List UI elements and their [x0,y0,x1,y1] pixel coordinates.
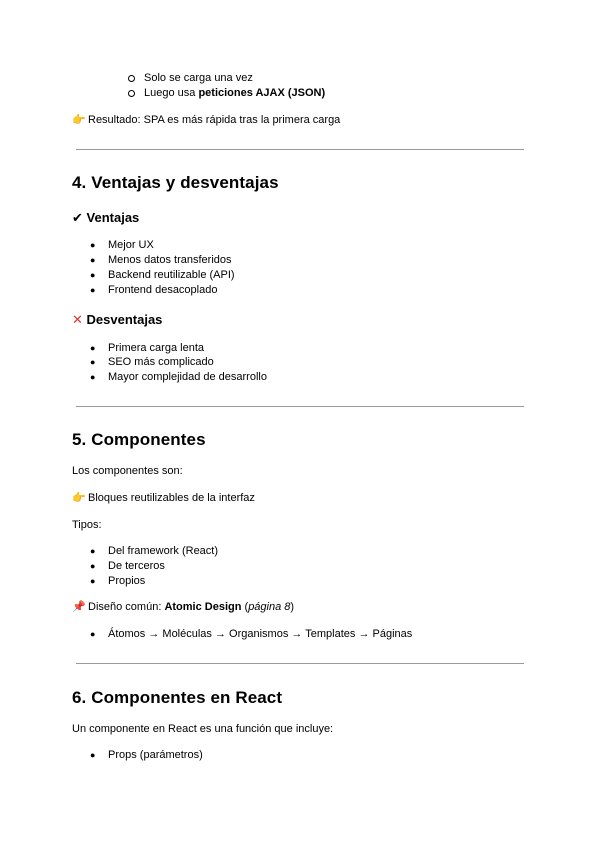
subsection-heading [72,210,139,226]
bullet-icon: ● [90,629,96,639]
list-item-bold: peticiones AJAX (JSON) [198,87,326,99]
bullet-icon: ● [90,576,96,586]
design-bold: Atomic Design [164,601,242,613]
subsection-heading [72,312,162,328]
paragraph: Tipos: [72,519,102,531]
paragraph: Un componente en React es una función que incluye: [72,723,334,735]
divider [76,663,524,664]
result-line [72,113,340,127]
list-item: Mayor complejidad de desarrollo [108,371,267,383]
pointing-hand-icon: 👉 [72,492,86,504]
list-item: Frontend desacoplado [108,284,218,296]
bullet-icon: ● [90,546,96,556]
bullet-icon: ● [90,357,96,367]
subsection-title: Ventajas [86,210,140,225]
bullet-icon: ● [90,240,96,250]
check-mark-icon: ✔ [72,210,83,225]
definition-line [72,491,255,505]
list-item: Átomos → Moléculas → Organismos → Templates → Páginas [108,628,413,640]
cross-mark-icon: ✕ [72,312,83,327]
list-item [144,86,325,100]
bullet-icon: ● [90,270,96,280]
bullet-icon: ● [90,285,96,295]
design-line [72,600,294,614]
design-paren-close: ) [290,601,295,613]
list-item: Propios [108,575,146,587]
result-text: Resultado: SPA es más rápida tras la primera carga [88,114,341,126]
pushpin-icon: 📌 [72,601,86,613]
section-heading: 5. Componentes [72,430,206,449]
list-item: Mejor UX [108,239,154,251]
list-item: Solo se carga una vez [144,72,253,84]
list-item: De terceros [108,560,165,572]
circle-bullet-icon [128,90,135,97]
pointing-hand-icon: 👉 [72,114,86,126]
design-italic: página 8 [248,601,291,613]
bullet-icon: ● [90,255,96,265]
list-item: Primera carga lenta [108,342,204,354]
subsection-title: Desventajas [86,312,163,327]
bullet-icon: ● [90,750,96,760]
section-heading: 6. Componentes en React [72,688,283,707]
bullet-icon: ● [90,372,96,382]
section-heading: 4. Ventajas y desventajas [72,173,279,192]
list-item: Props (parámetros) [108,749,203,761]
circle-bullet-icon [128,75,135,82]
bullet-icon: ● [90,343,96,353]
design-paren-open: ( [241,601,249,613]
list-item: Menos datos transferidos [108,254,232,266]
divider [76,149,524,150]
bullet-icon: ● [90,561,96,571]
list-item: Del framework (React) [108,545,219,557]
list-item-text: Luego usa [144,87,199,99]
paragraph: Los componentes son: [72,465,183,477]
list-item: SEO más complicado [108,356,214,368]
divider [76,406,524,407]
definition-text: Bloques reutilizables de la interfaz [88,492,255,504]
design-prefix: Diseño común: [88,601,165,613]
list-item: Backend reutilizable (API) [108,269,235,281]
